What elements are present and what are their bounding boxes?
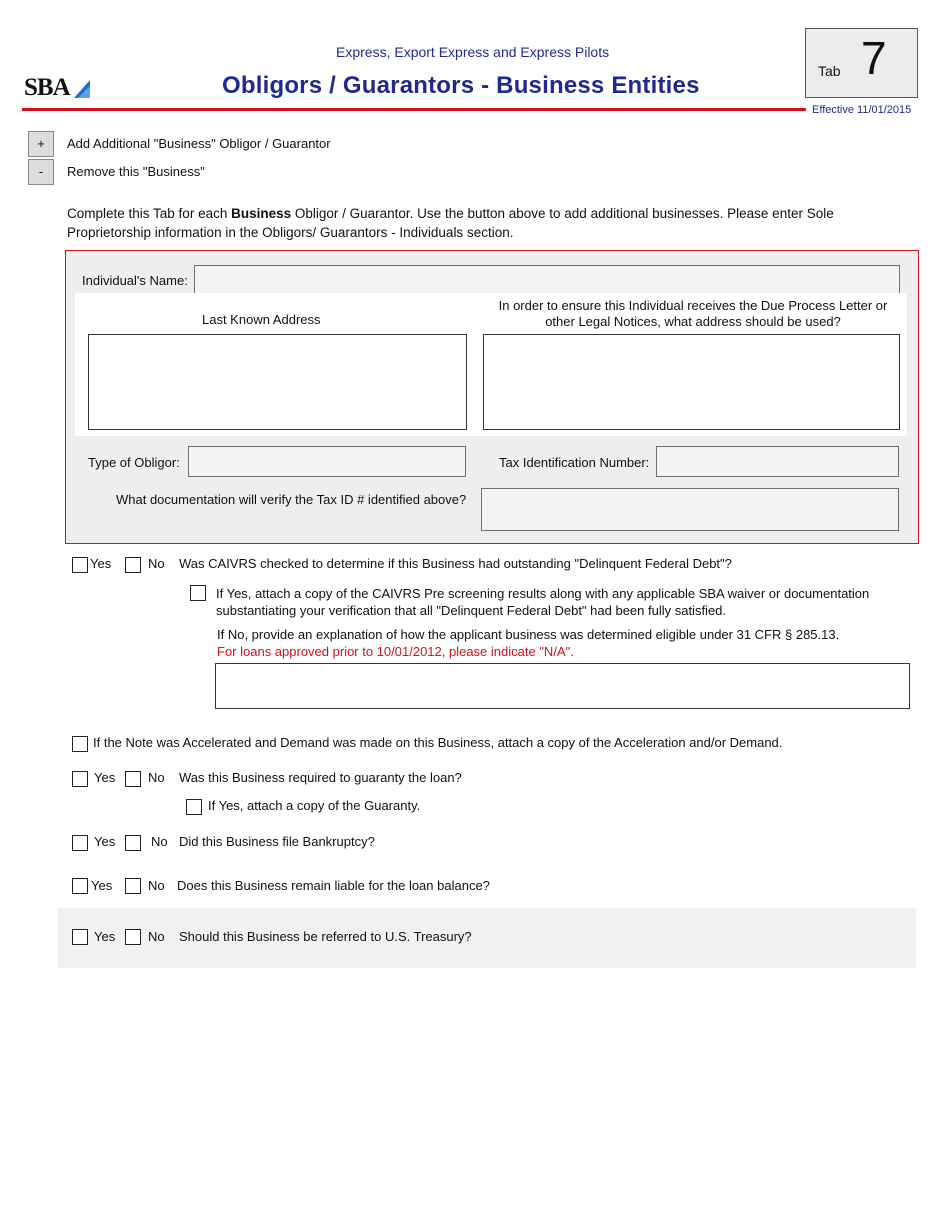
treasury-question: Should this Business be referred to U.S. Treasury? <box>179 929 472 944</box>
add-business-label: Add Additional "Business" Obligor / Guarantor <box>67 136 331 151</box>
obligor-type-label: Type of Obligor: <box>88 455 180 470</box>
guaranty-attach-text: If Yes, attach a copy of the Guaranty. <box>208 798 421 813</box>
bankruptcy-question: Did this Business file Bankruptcy? <box>179 834 375 849</box>
guaranty-no-label: No <box>148 770 165 785</box>
intro-text: Complete this Tab for each Business Obligor / Guarantor. Use the button above to add additional businesses. Please enter Sole Proprietorship information in the Obligors/ Guarantors - Individuals section. <box>67 206 834 240</box>
sba-logo: SBA <box>24 74 70 101</box>
caivrs-attach-checkbox[interactable] <box>190 585 206 601</box>
liable-question: Does this Business remain liable for the loan balance? <box>177 878 490 893</box>
last-address-label: Last Known Address <box>202 312 321 327</box>
treasury-yes-label: Yes <box>94 929 116 944</box>
treasury-no-label: No <box>148 929 165 944</box>
caivrs-no-explanation: If No, provide an explanation of how the applicant business was determined eligible under 31 CFR § 285.13. <box>217 627 840 642</box>
tab-label: Tab <box>818 63 841 79</box>
guaranty-question: Was this Business required to guaranty the loan? <box>179 770 462 785</box>
bankruptcy-yes-label: Yes <box>94 834 116 849</box>
caivrs-yes-label: Yes <box>90 556 112 571</box>
tax-doc-input[interactable] <box>481 488 899 531</box>
caivrs-no-label: No <box>148 556 165 571</box>
tin-label: Tax Identification Number: <box>499 455 650 470</box>
add-business-button[interactable]: + <box>28 131 54 157</box>
last-address-input[interactable] <box>88 334 467 430</box>
liable-no-label: No <box>148 878 165 893</box>
liable-yes-label: Yes <box>91 878 113 893</box>
notice-address-label: In order to ensure this Individual receives the Due Process Letter or other Legal Notices, what address should be used? <box>498 298 888 329</box>
header-divider <box>22 108 806 111</box>
treasury-yes-checkbox[interactable] <box>72 929 88 945</box>
tax-doc-label: What documentation will verify the Tax ID # identified above? <box>116 492 467 507</box>
accelerated-text: If the Note was Accelerated and Demand was made on this Business, attach a copy of the Acceleration and/or Demand. <box>93 735 783 750</box>
liable-yes-checkbox[interactable] <box>72 878 88 894</box>
guaranty-no-checkbox[interactable] <box>125 771 141 787</box>
caivrs-no-checkbox[interactable] <box>125 557 141 573</box>
tab-number: 7 <box>861 32 887 84</box>
accelerated-checkbox[interactable] <box>72 736 88 752</box>
caivrs-question: Was CAIVRS checked to determine if this Business had outstanding "Delinquent Federal Debt"? <box>179 556 732 571</box>
sba-eagle-icon <box>72 78 92 100</box>
caivrs-explanation-input[interactable] <box>215 663 910 709</box>
bankruptcy-yes-checkbox[interactable] <box>72 835 88 851</box>
notice-address-input[interactable] <box>483 334 900 430</box>
individual-name-label: Individual's Name: <box>82 273 188 288</box>
header-subtitle: Express, Export Express and Express Pilots <box>336 44 610 60</box>
guaranty-yes-checkbox[interactable] <box>72 771 88 787</box>
bankruptcy-no-checkbox[interactable] <box>125 835 141 851</box>
caivrs-yes-checkbox[interactable] <box>72 557 88 573</box>
tab-indicator <box>805 28 918 98</box>
caivrs-attach-text: If Yes, attach a copy of the CAIVRS Pre screening results along with any applicable SBA waiver or documentation substantiating your verification that all "Delinquent Federal Debt" had been fully satisfied. <box>216 586 870 618</box>
obligor-type-input[interactable] <box>188 446 466 477</box>
bankruptcy-no-label: No <box>151 834 168 849</box>
effective-date: Effective 11/01/2015 <box>812 104 912 116</box>
liable-no-checkbox[interactable] <box>125 878 141 894</box>
individual-name-input[interactable] <box>194 265 900 295</box>
guaranty-yes-label: Yes <box>94 770 116 785</box>
guaranty-attach-checkbox[interactable] <box>186 799 202 815</box>
remove-business-label: Remove this "Business" <box>67 164 205 179</box>
caivrs-na-note: For loans approved prior to 10/01/2012, please indicate "N/A". <box>217 644 574 659</box>
tin-input[interactable] <box>656 446 899 477</box>
page-title: Obligors / Guarantors - Business Entities <box>222 72 700 99</box>
remove-business-button[interactable]: - <box>28 159 54 185</box>
treasury-no-checkbox[interactable] <box>125 929 141 945</box>
